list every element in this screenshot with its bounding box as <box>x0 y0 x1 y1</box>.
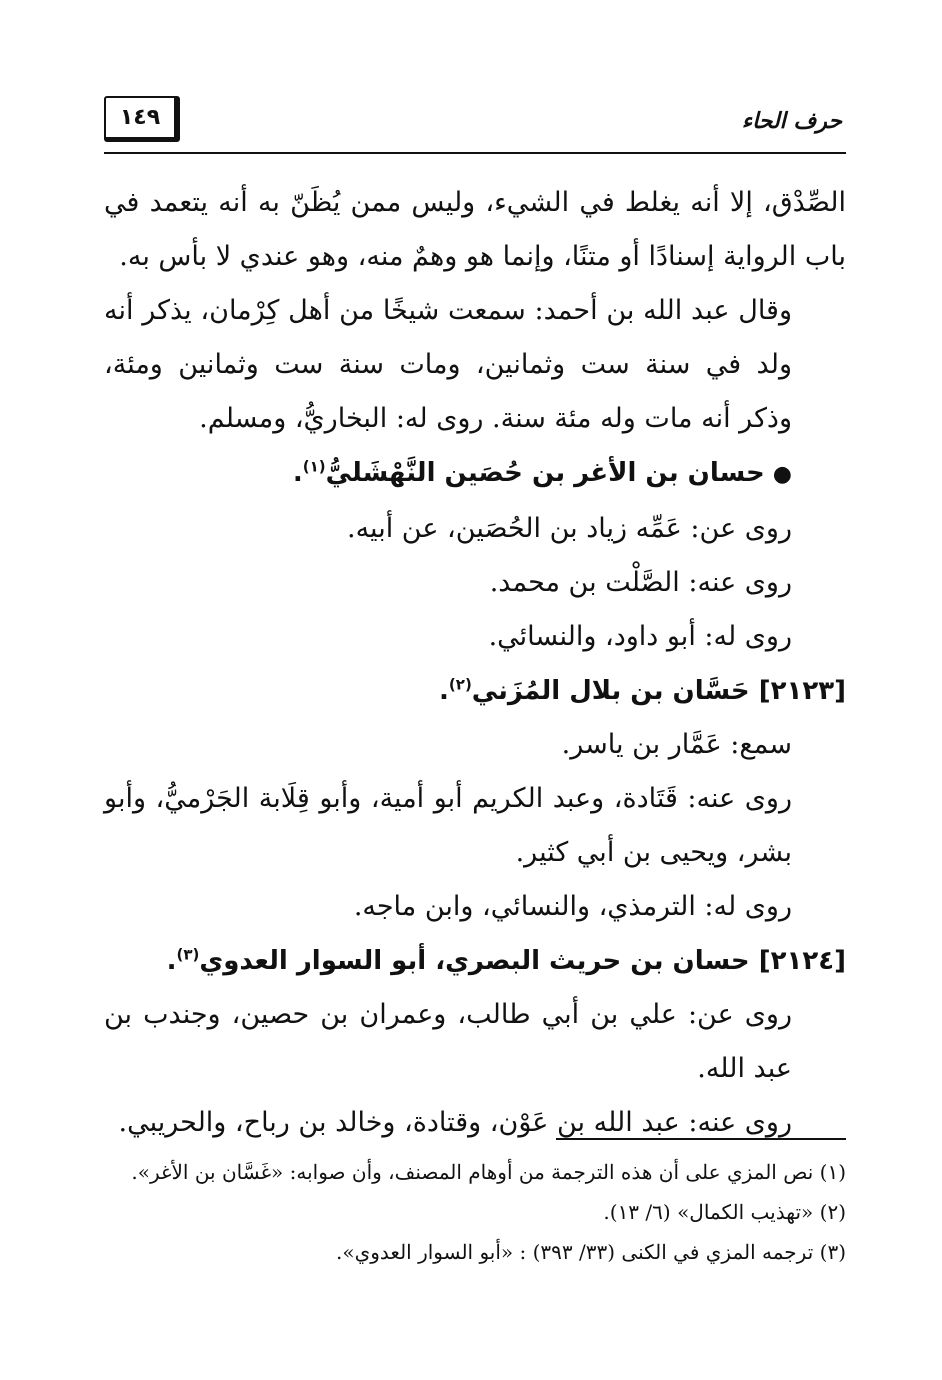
entry-line: سمع: عَمَّار بن ياسر. <box>561 729 792 760</box>
entry-number: [٢١٢٤] <box>758 946 846 976</box>
footnote: (٢) «تهذيب الكمال» (٦/ ١٣). <box>603 1200 846 1224</box>
entry-heading: ●حسان بن الأغر بن حُصَين النَّهْشَليُّ$^{(١)}$. <box>292 457 792 488</box>
entry-line: روى عنه: عبد الله بن عَوْن، وقتادة، وخالد بن رباح، والحريبي. <box>118 1107 792 1138</box>
entry-number: [٢١٢٣] <box>758 676 846 706</box>
page-number <box>104 96 180 142</box>
entry-heading: [٢١٢٣] حَسَّان بن بلال المُزَني$^{(٢)}$. <box>439 675 846 706</box>
entry-line: روى عنه: قَتَادة، وعبد الكريم أبو أمية، وأبو قِلَابة الجَرْميُّ، وأبو بشر، ويحيى بن أبي كثير. <box>104 783 792 868</box>
footnote: (٣) ترجمه المزي في الكنى (٣٣/ ٣٩٣) : «أبو السوار العدوي». <box>336 1240 846 1264</box>
entry-line: روى له: الترمذي، والنسائي، وابن ماجه. <box>353 891 792 922</box>
bullet-icon: ● <box>772 462 792 487</box>
entry-line: روى عنه: الصَّلْت بن محمد. <box>489 567 792 598</box>
header-rule <box>104 152 846 154</box>
entry-line: روى عن: علي بن أبي طالب، وعمران بن حصين، وجندب بن عبد الله. <box>104 999 792 1084</box>
entry-name: حسان بن حريث البصري، أبو السوار العدوي <box>199 946 750 976</box>
entry-heading: [٢١٢٤] حسان بن حريث البصري، أبو السوار العدوي$^{(٣)}$. <box>166 945 846 976</box>
footnote-ref: (٢) <box>448 675 472 694</box>
footnote-rule <box>556 1138 846 1140</box>
entry-line: روى له: أبو داود، والنسائي. <box>488 621 792 652</box>
paragraph: وقال عبد الله بن أحمد: سمعت شيخًا من أهل كِرْمان، يذكر أنه ولد في سنة ست وثمانين، ومات سنة ست وثمانين ومئة، وذكر أنه مات وله مئة سنة. روى له: البخاريُّ، ومسلم. <box>104 295 792 434</box>
footnote: (١) نص المزي على أن هذه الترجمة من أوهام المصنف، وأن صوابه: «غَسَّان بن الأغر». <box>131 1160 846 1184</box>
main-text <box>104 176 846 1150</box>
paragraph: الصِّدْق، إلا أنه يغلط في الشيء، وليس ممن يُظَنّ به أنه يتعمد في باب الرواية إسنادًا أو متنًا، وإنما هو وهمٌ منه، وهو عندي لا بأس به. <box>104 187 846 272</box>
entry-name: حسان بن الأغر بن حُصَين النَّهْشَليُّ <box>325 458 765 488</box>
running-head: حرف الحاء <box>741 108 842 134</box>
entry-name: حَسَّان بن بلال المُزَني <box>471 676 750 706</box>
footnote-ref: (٣) <box>176 945 200 964</box>
footnotes <box>104 1152 846 1272</box>
page-number-text: ١٤٩ <box>119 105 161 130</box>
entry-line: روى عن: عَمِّه زياد بن الحُصَين، عن أبيه. <box>347 513 792 544</box>
footnote-ref: (١) <box>302 457 326 476</box>
